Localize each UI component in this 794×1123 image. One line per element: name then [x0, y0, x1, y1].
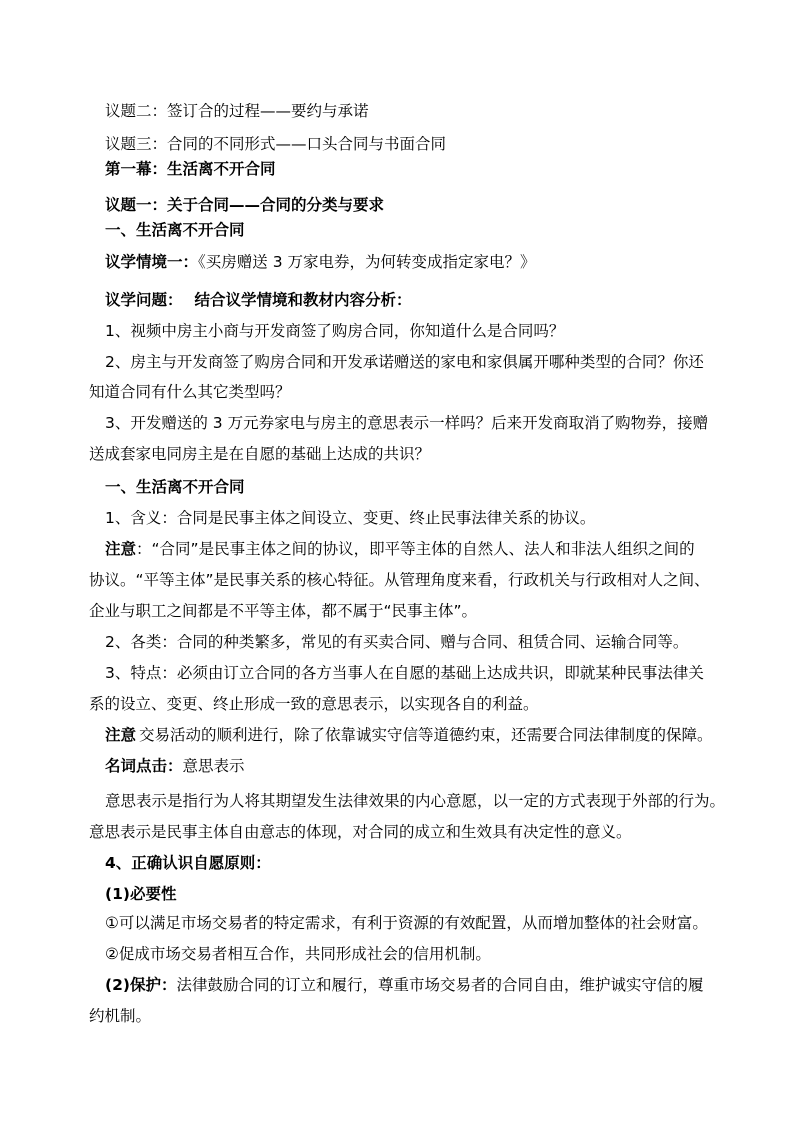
term-definition-text: 意思表示是指行为人将其期望发生法律效果的内心意愿，以一定的方式表现于外部的行为。 [105, 792, 726, 810]
topic-two-text: 议题二：签订合的过程——要约与承诺 [105, 102, 369, 120]
features-cont-text: 系的设立、变更、终止形成一致的意思表示，以实现各自的利益。 [89, 695, 539, 713]
note-1-cont-2-text: 企业与职工之间都是不平等主体，都不属于“民事主体”。 [89, 602, 478, 620]
topic-one-text: 议题一：关于合同——合同的分类与要求 [105, 196, 385, 214]
section-heading-1 [105, 220, 245, 240]
question-label: 议学问题： [105, 291, 183, 309]
term-label: 名词点击： [105, 757, 183, 775]
term-name: 意思表示 [182, 757, 245, 775]
note-1 [105, 539, 695, 559]
question-1-text: 1、视频中房主小商与开发商签了购房合同，你知道什么是合同吗？ [105, 322, 565, 340]
question-3-text: 3、开发赠送的 3 万元券家电与房主的意思表示一样吗？后来开发商取消了购物券，接赠 [105, 414, 709, 432]
principle-heading-text: 4、正确认识自愿原则： [105, 854, 271, 872]
question-2 [105, 352, 704, 372]
types-line [105, 632, 688, 652]
question-3 [105, 413, 708, 433]
necessity-point-1-text: ①可以满足市场交易者的特定需求，有利于资源的有效配置，从而增加整体的社会财富。 [105, 914, 708, 932]
section-heading-1-text: 一、生活离不开合同 [105, 221, 245, 239]
topic-one-line [105, 195, 384, 215]
necessity-point-1 [105, 913, 708, 933]
question-2-cont-text: 知道合同有什么其它类型吗？ [89, 383, 291, 401]
types-text: 2、各类：合同的种类繁多，常见的有买卖合同、赠与合同、租赁合同、运输合同等。 [105, 633, 689, 651]
note-1-text: ：“合同”是民事主体之间的协议，即平等主体的自然人、法人和非法人组织之间的 [136, 540, 695, 558]
protection-text: 法律鼓励合同的订立和履行，尊重市场交易者的合同自由，维护诚实守信的履 [176, 976, 704, 994]
note-2 [105, 725, 713, 745]
note-1-cont-text: 协议。“平等主体”是民事关系的核心特征。从管理角度来看，行政机关与行政相对人之间、 [89, 571, 710, 589]
note-2-label: 注意 [105, 726, 137, 744]
protection-cont [89, 1006, 151, 1026]
scene-one-heading [105, 159, 276, 179]
scenario-label: 议学情境一： [105, 253, 199, 271]
question-3-cont [89, 444, 430, 464]
topic-two-line [105, 101, 369, 121]
scenario-title: 《买房赠送 3 万家电券，为何转变成指定家电？》 [198, 253, 536, 271]
principle-heading [105, 853, 271, 873]
section-heading-2 [105, 477, 245, 497]
features-cont [89, 694, 539, 714]
question-2-text: 2、房主与开发商签了购房合同和开发承诺赠送的家电和家俱属开哪种类型的合同？你还 [105, 353, 704, 371]
note-1-cont-2 [89, 601, 477, 621]
features-line [105, 663, 704, 683]
necessity-heading-text: (1)必要性 [105, 885, 177, 903]
definition-text: 1、含义：合同是民事主体之间设立、变更、终止民事法律关系的协议。 [105, 509, 596, 527]
protection-cont-text: 约机制。 [89, 1007, 152, 1025]
necessity-point-2 [105, 944, 491, 964]
necessity-heading [105, 884, 176, 904]
section-heading-2-text: 一、生活离不开合同 [105, 478, 245, 496]
term-definition-cont [89, 822, 632, 842]
protection-line [105, 975, 703, 995]
definition-line [105, 508, 595, 528]
scene-one-text: 第一幕：生活离不开合同 [105, 160, 276, 178]
question-prompt: 结合议学情境和教材内容分析： [194, 291, 412, 309]
note-1-cont [89, 570, 710, 590]
term-line [105, 756, 245, 776]
question-line [105, 290, 412, 310]
topic-three-line [105, 134, 446, 154]
note-1-label: 注意 [105, 540, 137, 558]
note-2-text: 交易活动的顺利进行，除了依靠诚实守信等道德约束，还需要合同法律制度的保障。 [139, 726, 713, 744]
scenario-line [105, 252, 535, 272]
term-definition-cont-text: 意思表示是民事主体自由意志的体现，对合同的成立和生效具有决定性的意义。 [89, 823, 632, 841]
features-text: 3、特点：必须由订立合同的各方当事人在自愿的基础上达成共识，即就某种民事法律关 [105, 664, 704, 682]
question-2-cont [89, 382, 291, 402]
topic-three-text: 议题三：合同的不同形式——口头合同与书面合同 [105, 135, 447, 153]
question-3-cont-text: 送成套家电同房主是在自愿的基础上达成的共识？ [89, 445, 431, 463]
question-1 [105, 321, 564, 341]
protection-label: (2)保护： [105, 976, 177, 994]
necessity-point-2-text: ②促成市场交易者相互合作，共同形成社会的信用机制。 [105, 945, 491, 963]
term-definition [105, 791, 725, 811]
